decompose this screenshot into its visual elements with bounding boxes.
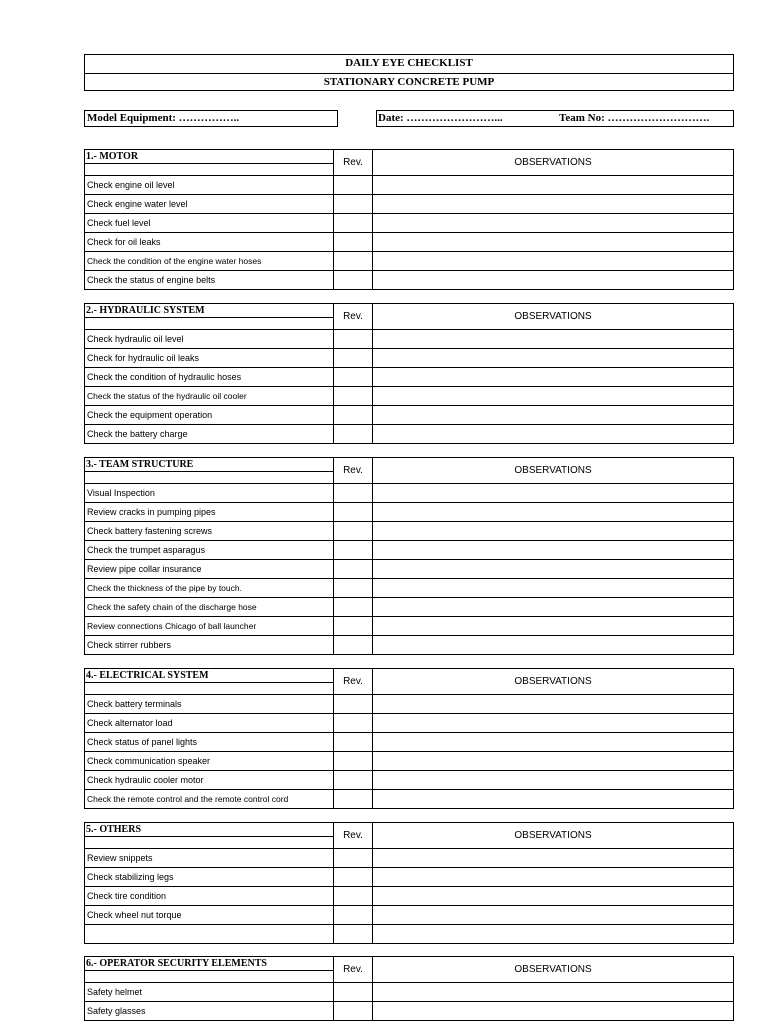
section-header-row [85,957,734,983]
rev-checkbox-cell[interactable] [334,906,373,925]
section-title: 3.- TEAM STRUCTURE [85,458,333,472]
rev-checkbox-cell[interactable] [334,695,373,714]
table-row [85,983,734,1002]
rev-checkbox-cell[interactable] [334,598,373,617]
observations-header: OBSERVATIONS [373,669,734,695]
checklist-table [84,668,734,809]
rev-checkbox-cell[interactable] [334,1002,373,1021]
check-item-label: Check the equipment operation [85,406,334,425]
section-title-cell [85,304,334,330]
check-item-label: Check stirrer rubbers [85,636,334,655]
checklist-table [84,822,734,944]
rev-header: Rev. [334,458,373,484]
check-item-label: Check engine water level [85,195,334,214]
section-title: 2.- HYDRAULIC SYSTEM [85,304,333,318]
observations-cell[interactable] [373,868,734,887]
section-title-cell [85,150,334,176]
section-title: 5.- OTHERS [85,823,333,837]
checklist-table [84,956,734,1021]
observations-cell[interactable] [373,790,734,809]
rev-checkbox-cell[interactable] [334,522,373,541]
table-row [85,560,734,579]
rev-checkbox-cell[interactable] [334,233,373,252]
section-header-row [85,823,734,849]
check-item-label: Check battery terminals [85,695,334,714]
table-row [85,771,734,790]
check-item-label: Check the thickness of the pipe by touch. [85,579,334,598]
checklist-subtitle: STATIONARY CONCRETE PUMP [85,73,733,92]
section-title-cell [85,957,334,983]
table-row [85,330,734,349]
observations-cell[interactable] [373,887,734,906]
checklist-table [84,149,734,290]
observations-cell[interactable] [373,733,734,752]
observations-cell[interactable] [373,387,734,406]
rev-checkbox-cell[interactable] [334,214,373,233]
section-title: 1.- MOTOR [85,150,333,164]
table-row [85,233,734,252]
observations-header: OBSERVATIONS [373,458,734,484]
rev-checkbox-cell[interactable] [334,925,373,944]
table-row [85,406,734,425]
table-row [85,636,734,655]
rev-checkbox-cell[interactable] [334,733,373,752]
check-item-label: Check engine oil level [85,176,334,195]
check-item-label: Check the condition of hydraulic hoses [85,368,334,387]
table-row [85,541,734,560]
rev-checkbox-cell[interactable] [334,176,373,195]
rev-checkbox-cell[interactable] [334,752,373,771]
check-item-label: Check the condition of the engine water hoses [85,252,334,271]
observations-cell[interactable] [373,176,734,195]
observations-cell[interactable] [373,714,734,733]
check-item-label: Check the trumpet asparagus [85,541,334,560]
table-row [85,503,734,522]
table-row [85,695,734,714]
observations-cell[interactable] [373,522,734,541]
observations-header: OBSERVATIONS [373,150,734,176]
section-title: 6.- OPERATOR SECURITY ELEMENTS [85,957,333,971]
check-item-label: Check fuel level [85,214,334,233]
observations-cell[interactable] [373,252,734,271]
section-title-cell [85,458,334,484]
check-item-label: Check communication speaker [85,752,334,771]
rev-checkbox-cell[interactable] [334,484,373,503]
observations-cell[interactable] [373,233,734,252]
observations-cell[interactable] [373,695,734,714]
title-block [84,54,734,91]
table-row [85,617,734,636]
rev-checkbox-cell[interactable] [334,503,373,522]
section-header-row [85,669,734,695]
observations-cell[interactable] [373,560,734,579]
rev-checkbox-cell[interactable] [334,790,373,809]
observations-header: OBSERVATIONS [373,957,734,983]
checklist-table [84,303,734,444]
check-item-label: Review pipe collar insurance [85,560,334,579]
check-item-label: Check the remote control and the remote control cord [85,790,334,809]
table-row [85,752,734,771]
check-item-label: Check the status of engine belts [85,271,334,290]
observations-cell[interactable] [373,598,734,617]
check-item-label: Check stabilizing legs [85,868,334,887]
section-operator-security-elements [84,956,734,1021]
rev-checkbox-cell[interactable] [334,271,373,290]
table-row [85,214,734,233]
observations-cell[interactable] [373,368,734,387]
check-item-label: Check the battery charge [85,425,334,444]
rev-checkbox-cell[interactable] [334,330,373,349]
observations-cell[interactable] [373,771,734,790]
table-row [85,598,734,617]
check-item-label: Visual Inspection [85,484,334,503]
observations-cell[interactable] [373,925,734,944]
table-row [85,252,734,271]
observations-cell[interactable] [373,849,734,868]
table-row [85,579,734,598]
date-field[interactable]: Date: ……………………... [378,112,503,124]
table-row [85,925,734,944]
check-item-label: Safety helmet [85,983,334,1002]
check-item-label [85,925,334,944]
rev-checkbox-cell[interactable] [334,849,373,868]
checklist-table [84,457,734,655]
table-row [85,790,734,809]
section-hydraulic-system [84,303,734,444]
observations-cell[interactable] [373,349,734,368]
rev-header: Rev. [334,304,373,330]
table-row [85,176,734,195]
rev-header: Rev. [334,823,373,849]
observations-header: OBSERVATIONS [373,823,734,849]
rev-checkbox-cell[interactable] [334,368,373,387]
check-item-label: Check status of panel lights [85,733,334,752]
table-row [85,849,734,868]
observations-cell[interactable] [373,271,734,290]
check-item-label: Check hydraulic cooler motor [85,771,334,790]
rev-checkbox-cell[interactable] [334,714,373,733]
table-row [85,271,734,290]
table-row [85,387,734,406]
check-item-label: Check for hydraulic oil leaks [85,349,334,368]
check-item-label: Check battery fastening screws [85,522,334,541]
rev-checkbox-cell[interactable] [334,887,373,906]
observations-cell[interactable] [373,1002,734,1021]
observations-cell[interactable] [373,484,734,503]
table-row [85,425,734,444]
check-item-label: Safety glasses [85,1002,334,1021]
section-team-structure [84,457,734,655]
table-row [85,1002,734,1021]
check-item-label: Check for oil leaks [85,233,334,252]
check-item-label: Review connections Chicago of ball launcher [85,617,334,636]
observations-header: OBSERVATIONS [373,304,734,330]
section-title-cell [85,823,334,849]
rev-checkbox-cell[interactable] [334,349,373,368]
rev-header: Rev. [334,957,373,983]
date-team-field [376,110,734,127]
rev-checkbox-cell[interactable] [334,636,373,655]
observations-cell[interactable] [373,330,734,349]
section-header-row [85,150,734,176]
rev-checkbox-cell[interactable] [334,868,373,887]
rev-checkbox-cell[interactable] [334,195,373,214]
check-item-label: Check the safety chain of the discharge hose [85,598,334,617]
observations-cell[interactable] [373,195,734,214]
observations-cell[interactable] [373,425,734,444]
table-row [85,714,734,733]
check-item-label: Check hydraulic oil level [85,330,334,349]
observations-cell[interactable] [373,406,734,425]
rev-header: Rev. [334,669,373,695]
table-row [85,522,734,541]
checklist-title: DAILY EYE CHECKLIST [345,57,473,69]
section-title-cell [85,669,334,695]
rev-checkbox-cell[interactable] [334,425,373,444]
check-item-label: Check the status of the hydraulic oil cooler [85,387,334,406]
observations-cell[interactable] [373,541,734,560]
observations-cell[interactable] [373,752,734,771]
rev-header: Rev. [334,150,373,176]
observations-cell[interactable] [373,503,734,522]
section-others [84,822,734,944]
check-item-label: Check alternator load [85,714,334,733]
table-row [85,906,734,925]
section-motor [84,149,734,290]
team-number-field[interactable]: Team No: ………………………. [559,112,710,124]
observations-cell[interactable] [373,983,734,1002]
section-electrical-system [84,668,734,809]
rev-checkbox-cell[interactable] [334,617,373,636]
check-item-label: Review snippets [85,849,334,868]
table-row [85,195,734,214]
rev-checkbox-cell[interactable] [334,771,373,790]
check-item-label: Review cracks in pumping pipes [85,503,334,522]
rev-checkbox-cell[interactable] [334,387,373,406]
table-row [85,349,734,368]
observations-cell[interactable] [373,579,734,598]
check-item-label: Check wheel nut torque [85,906,334,925]
table-row [85,868,734,887]
table-row [85,887,734,906]
model-equipment-field[interactable]: Model Equipment: …………….. [84,110,338,127]
rev-checkbox-cell[interactable] [334,579,373,598]
rev-checkbox-cell[interactable] [334,560,373,579]
observations-cell[interactable] [373,214,734,233]
table-row [85,733,734,752]
observations-cell[interactable] [373,636,734,655]
table-row [85,368,734,387]
observations-cell[interactable] [373,906,734,925]
rev-checkbox-cell[interactable] [334,983,373,1002]
check-item-label: Check tire condition [85,887,334,906]
section-header-row [85,304,734,330]
rev-checkbox-cell[interactable] [334,406,373,425]
section-header-row [85,458,734,484]
rev-checkbox-cell[interactable] [334,541,373,560]
section-title: 4.- ELECTRICAL SYSTEM [85,669,333,683]
observations-cell[interactable] [373,617,734,636]
table-row [85,484,734,503]
rev-checkbox-cell[interactable] [334,252,373,271]
